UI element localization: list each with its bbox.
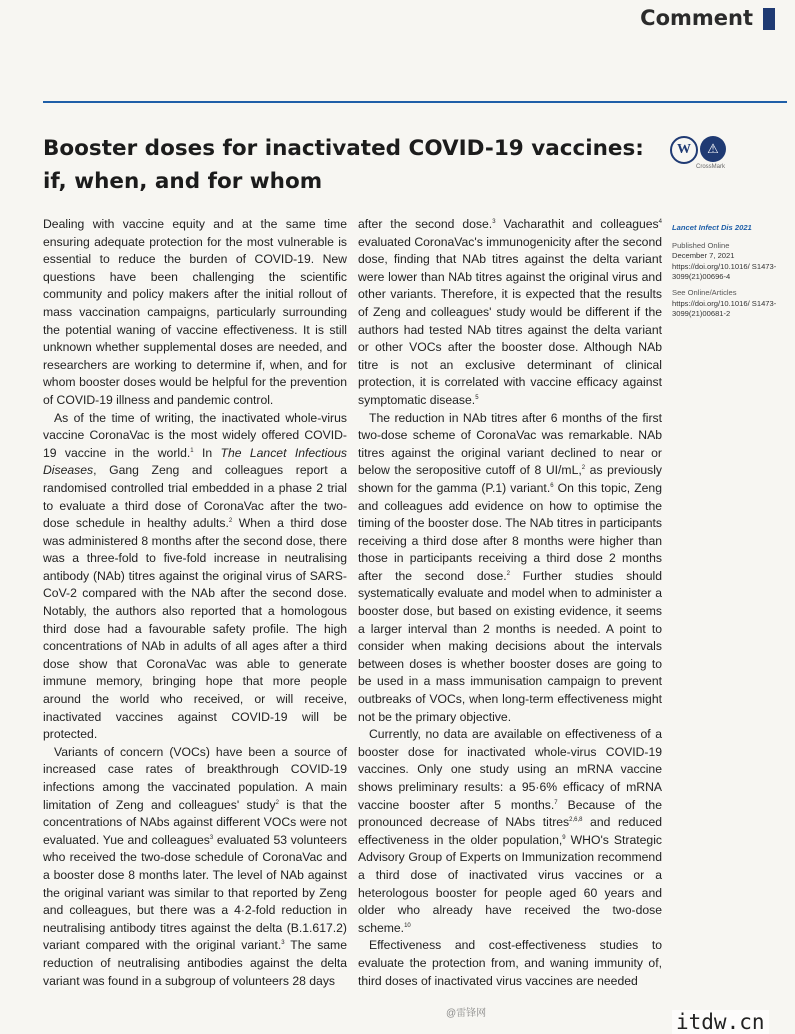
sidebar	[672, 223, 790, 320]
paragraph: As of the time of writing, the inactivated whole-virus vaccine CoronaVac is the most widely offered COVID-19 vaccine in the world.$^1$ In The Lancet Infectious Diseases, Gang Zeng and colleagues report a randomised controlled trial embedded in a phase 2 trial to evaluate a third dose of CoronaVac after the two-dose schedule in healthy adults.$^2$ When a third dose was administered 8 months after the second dose, there was a three-fold to five-fold increase in neutralising antibody (NAb) titres against the original virus of SARS-CoV-2 compared with the NAb after the second dose. Notably, the authors also reported that a homologous third dose had a favourable safety profile. The high concentrations of NAb in adults of all ages after a third dose show that CoronaVac was able to generate immune memory, bringing hope that more people around the world who received, or will receive, inactivated vaccines against COVID-19 will be protected.	[43, 410, 347, 742]
w-icon[interactable]: W	[670, 136, 698, 164]
reference-marker[interactable]: 2	[506, 570, 510, 577]
reference-marker[interactable]: 2,6,8	[569, 817, 583, 824]
reference-marker[interactable]: 1	[190, 447, 194, 454]
crossmark-icon[interactable]: ⚠	[700, 136, 726, 162]
journal-citation: Lancet Infect Dis 2021	[672, 223, 752, 232]
column-right	[358, 216, 662, 990]
reference-marker[interactable]: 7	[554, 799, 558, 806]
header-rule	[43, 101, 787, 103]
published-date: December 7, 2021	[672, 251, 735, 261]
paragraph: Dealing with vaccine equity and at the same time ensuring adequate protection for the most vulnerable is essential to reduce the burden of COVID-19. New questions have been challenging the scientific community and policy makers after the initial rollout of mass vaccination campaigns, particularly surrounding the potential waning of vaccine effectiveness. It is still unknown whether supplemental doses are needed, and researchers are working to determine if, when, and for whom booster doses would be helpful for the prevention of COVID-19 illness and pandemic control.	[43, 217, 347, 407]
reference-marker[interactable]: 6	[550, 482, 554, 489]
paragraph: after the second dose.$^3$ Vacharathit and colleagues$^4$ evaluated CoronaVac's immunogenicity after the second dose, finding that NAb titres against the delta variant were lower than NAb titres against the original virus and other variants. Therefore, it is expected that the results of Zeng and colleagues' study would be different if the authors had tested NAb titres against the delta variant or other VOCs after the booster dose. Although NAb titre is not an exclusive determinant of clinical protection, it is correlated with vaccine efficacy against symptomatic disease.$^5$	[358, 217, 662, 407]
watermark-user: @雷锋网	[446, 1008, 487, 1019]
badges	[670, 136, 730, 172]
journal-name: The Lancet Infectious Diseases	[43, 445, 347, 478]
reference-marker[interactable]: 3	[281, 940, 285, 947]
reference-marker[interactable]: 4	[658, 218, 662, 225]
article-title: Booster doses for inactivated COVID-19 vaccines: if, when, and for whom	[43, 136, 644, 194]
see-online-doi-link[interactable]: https://doi.org/10.1016/ S1473-3099(21)00681-2	[672, 298, 777, 319]
column-left	[43, 216, 347, 990]
header-accent-bar	[763, 8, 775, 30]
watermark-site: itdw.cn	[672, 1010, 769, 1034]
reference-marker[interactable]: 9	[562, 834, 566, 841]
reference-marker[interactable]: 2	[581, 465, 586, 472]
paragraph: The reduction in NAb titres after 6 months of the first two-dose scheme of CoronaVac was remarkable. NAb titres against the original variant declined to near or below the seropositive cutoff of 8 UI/mL,$^2$ as previously shown for the gamma (P.1) variant.$^6$ On this topic, Zeng and colleagues add evidence on how to optimise the timing of the booster dose. The NAb titres in participants receiving a third dose after 8 months were higher than those in participants receiving a third dose 2 months after the second dose.$^2$ Further studies should systematically evaluate and model when to administer a booster dose, but based on existing evidence, it seems a larger interval than 2 months is needed. A point to consider when making decisions about the intervals between doses is whether booster doses are going to be used in a mass immunisation campaign to prevent outbreaks of VOCs, when long-term effectiveness might not be the primary objective.	[358, 410, 662, 724]
doi-link[interactable]: https://doi.org/10.1016/ S1473-3099(21)00696-4	[672, 261, 777, 282]
reference-marker[interactable]: 2	[275, 799, 279, 806]
reference-marker[interactable]: 2	[228, 518, 233, 525]
published-label: Published Online	[672, 240, 730, 250]
paragraph: Currently, no data are available on effectiveness of a booster dose for inactivated whole-virus COVID-19 vaccines. Only one study using an mRNA vaccine shows preliminary results: a 95·6% efficacy of mRNA vaccine booster after 5 months.$^7$ Because of the pronounced decrease of NAbs titres$^{2,6,8}$ and reduced effectiveness in the older population,$^9$ WHO's Strategic Advisory Group of Experts on Immunization recommend a third dose of inactivated virus vaccines or a heterologous booster for people aged 60 years and older who already have received the two-dose scheme.$^{10}$	[358, 727, 662, 935]
reference-marker[interactable]: 3	[209, 834, 214, 841]
reference-marker[interactable]: 10	[404, 922, 411, 929]
header-label: Comment	[640, 6, 753, 30]
reference-marker[interactable]: 3	[492, 218, 496, 225]
reference-marker[interactable]: 5	[475, 394, 479, 401]
paragraph: Variants of concern (VOCs) have been a source of increased case rates of breakthrough COVID-19 infections among the vaccinated population. A main limitation of Zeng and colleagues' study$^2$ is that the concentrations of NAbs against different VOCs were not evaluated. Yue and colleagues$^3$ evaluated 53 volunteers who received the two-dose schedule of CoronaVac and a booster dose 8 months later. The level of NAb against the original variant was similar to that reported by Zeng and colleagues, but there was a 4·2-fold reduction in neutralising antibody titres against the delta (B.1.617.2) variant compared with the original variant.$^3$ The same reduction of neutralising antibodies against the delta variant was found in a subgroup of volunteers 28 days	[43, 744, 348, 988]
paragraph: Effectiveness and cost-effectiveness studies to evaluate the protection from, and waning immunity of, third doses of inactivated virus vaccines are needed	[358, 938, 662, 988]
crossmark-caption: CrossMark	[696, 164, 726, 170]
see-online-label[interactable]: See Online/Articles	[672, 287, 737, 297]
